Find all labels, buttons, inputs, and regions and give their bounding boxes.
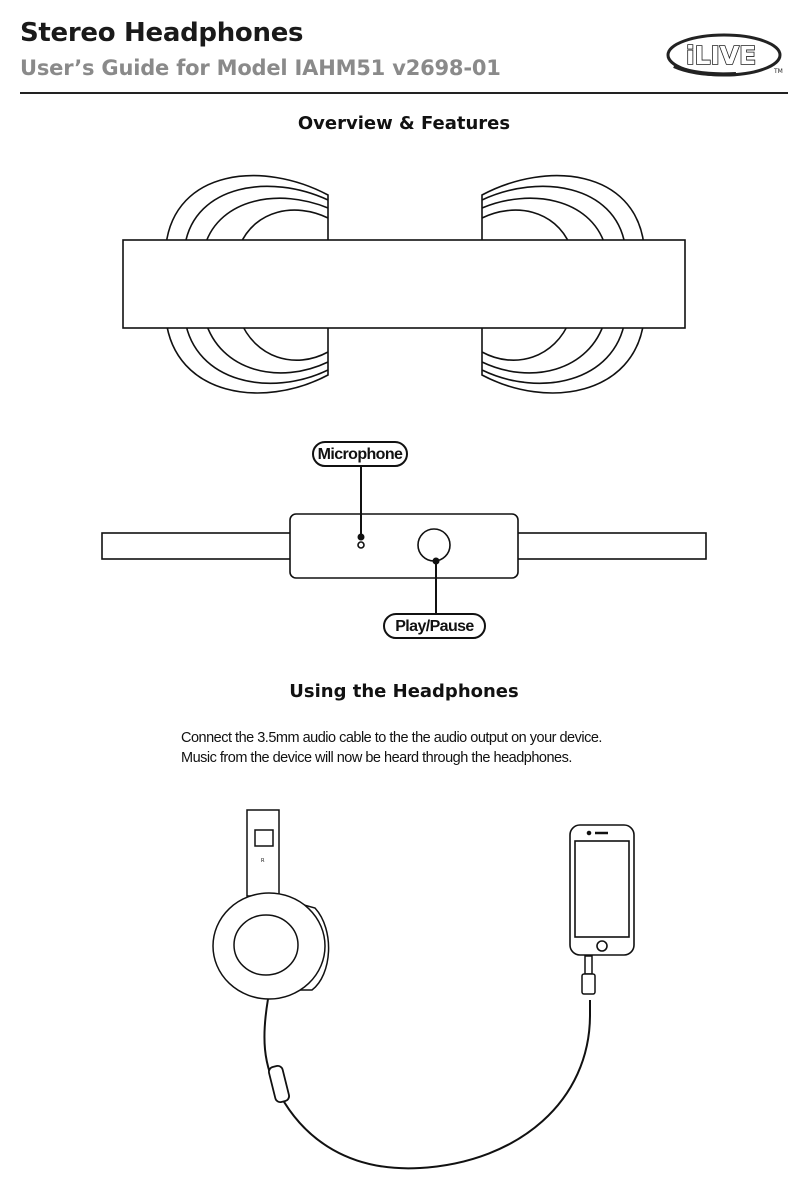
headphones-top-illustration (0, 170, 808, 400)
instruction-line: Connect the 3.5mm audio cable to the the audio output on your device. (181, 730, 602, 746)
document-header (0, 0, 808, 100)
audio-jack (582, 956, 595, 994)
logo-trademark: TM (774, 68, 783, 75)
logo-wordmark: iLIVE (686, 41, 757, 70)
overview-heading: Overview & Features (297, 113, 511, 134)
play-pause-label: Play/Pause (383, 613, 486, 639)
header-rule (20, 92, 788, 94)
smartphone (570, 825, 634, 955)
microphone-label: Microphone (312, 441, 408, 467)
play-pause-button (418, 529, 450, 561)
ilive-logo (666, 28, 790, 78)
document-subtitle: User’s Guide for Model IAHM51 v2698-01 (20, 56, 501, 80)
remote-body (290, 514, 518, 578)
usage-instructions (181, 728, 701, 768)
document-title: Stereo Headphones (20, 18, 304, 48)
usage-heading: Using the Headphones (289, 681, 519, 702)
instruction-line: Music from the device will now be heard through the headphones. (181, 750, 572, 766)
headband (123, 240, 685, 328)
microphone-hole (358, 542, 364, 548)
cable-right (516, 533, 706, 559)
cable-left (102, 533, 292, 559)
connection-illustration (0, 800, 808, 1191)
side-marker: R (261, 858, 265, 864)
